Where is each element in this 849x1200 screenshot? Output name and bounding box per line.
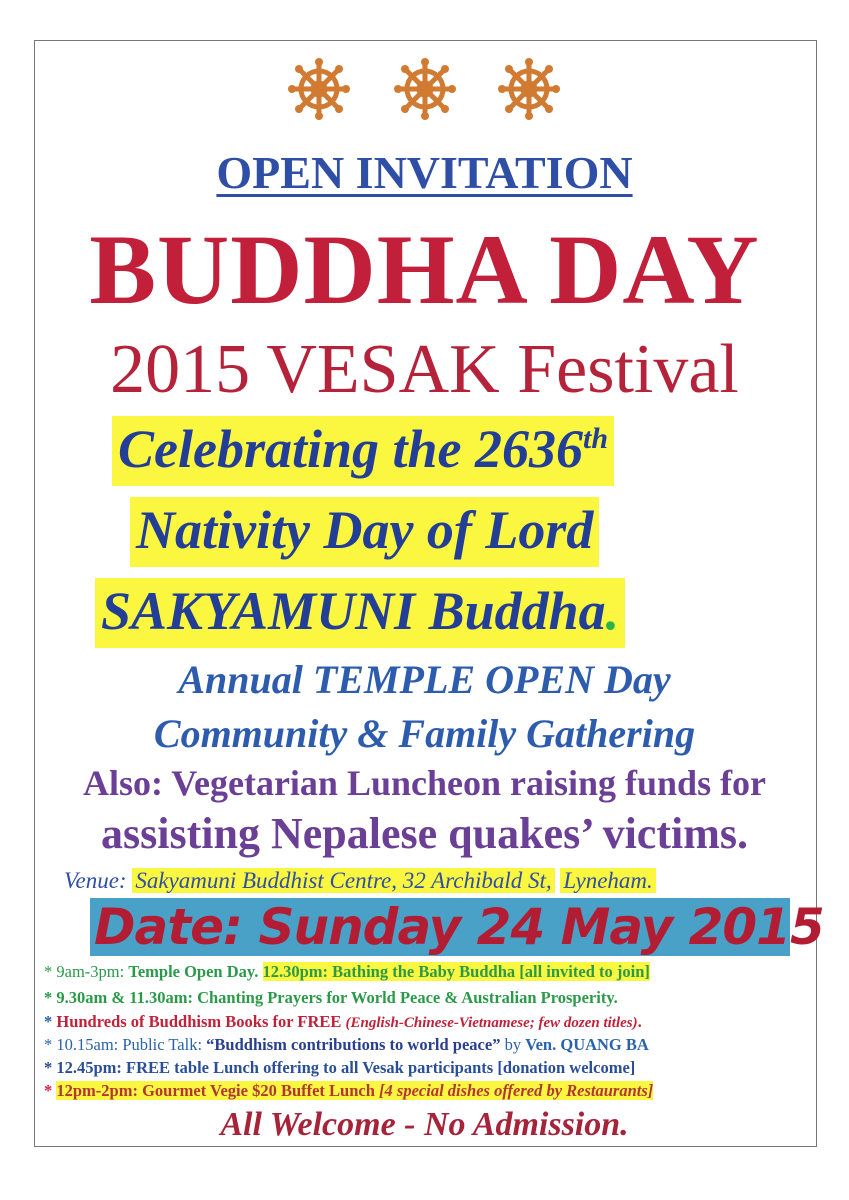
celebration-line-2: Nativity Day of Lord	[130, 497, 599, 567]
venue-label: Venue:	[64, 868, 133, 893]
venue-place: Sakyamuni Buddhist Centre, 32 Archibald St,	[132, 868, 554, 893]
vesak-festival-subtitle: 2015 VESAK Festival	[110, 331, 739, 408]
dharma-wheel-icon	[394, 58, 456, 120]
buddha-day-title: BUDDHA DAY	[89, 214, 760, 325]
celebration-line-1: Celebrating the 2636th	[112, 416, 614, 486]
celebration-line-3: SAKYAMUNI Buddha.	[95, 578, 625, 648]
nepal-quake-line: assisting Nepalese quakes’ victims.	[101, 809, 748, 858]
community-gathering-line: Community & Family Gathering	[153, 711, 696, 756]
schedule-item-open-day: * 9am-3pm: Temple Open Day. 12.30pm: Bathing the Baby Buddha [all invited to join]	[44, 962, 650, 981]
event-date: Date: Sunday 24 May 2015	[90, 898, 824, 956]
schedule-item-table-lunch: * 12.45pm: FREE table Lunch offering to all Vesak participants [donation welcome]	[44, 1058, 636, 1077]
header-wheels	[0, 58, 849, 128]
venue-line	[64, 868, 656, 894]
venue-suburb: Lyneham.	[560, 868, 655, 893]
luncheon-line: Also: Vegetarian Luncheon raising funds for	[82, 763, 767, 803]
schedule-item-buffet-lunch: * 12pm-2pm: Gourmet Vegie $20 Buffet Lunch [4 special dishes offered by Restaurants]	[44, 1081, 654, 1100]
schedule-item-public-talk: * 10.15am: Public Talk: “Buddhism contributions to world peace” by Ven. QUANG BA	[44, 1035, 649, 1054]
schedule-item-chanting: * 9.30am & 11.30am: Chanting Prayers for World Peace & Australian Prosperity.	[44, 988, 618, 1007]
dharma-wheel-icon	[288, 58, 350, 120]
all-welcome-footer: All Welcome - No Admission.	[220, 1106, 629, 1143]
open-invitation-heading: OPEN INVITATION	[216, 147, 633, 198]
schedule-item-books: * Hundreds of Buddhism Books for FREE (English-Chinese-Vietnamese; few dozen titles).	[44, 1012, 642, 1031]
temple-open-day-line: Annual TEMPLE OPEN Day	[178, 657, 671, 702]
dharma-wheel-icon	[498, 58, 560, 120]
